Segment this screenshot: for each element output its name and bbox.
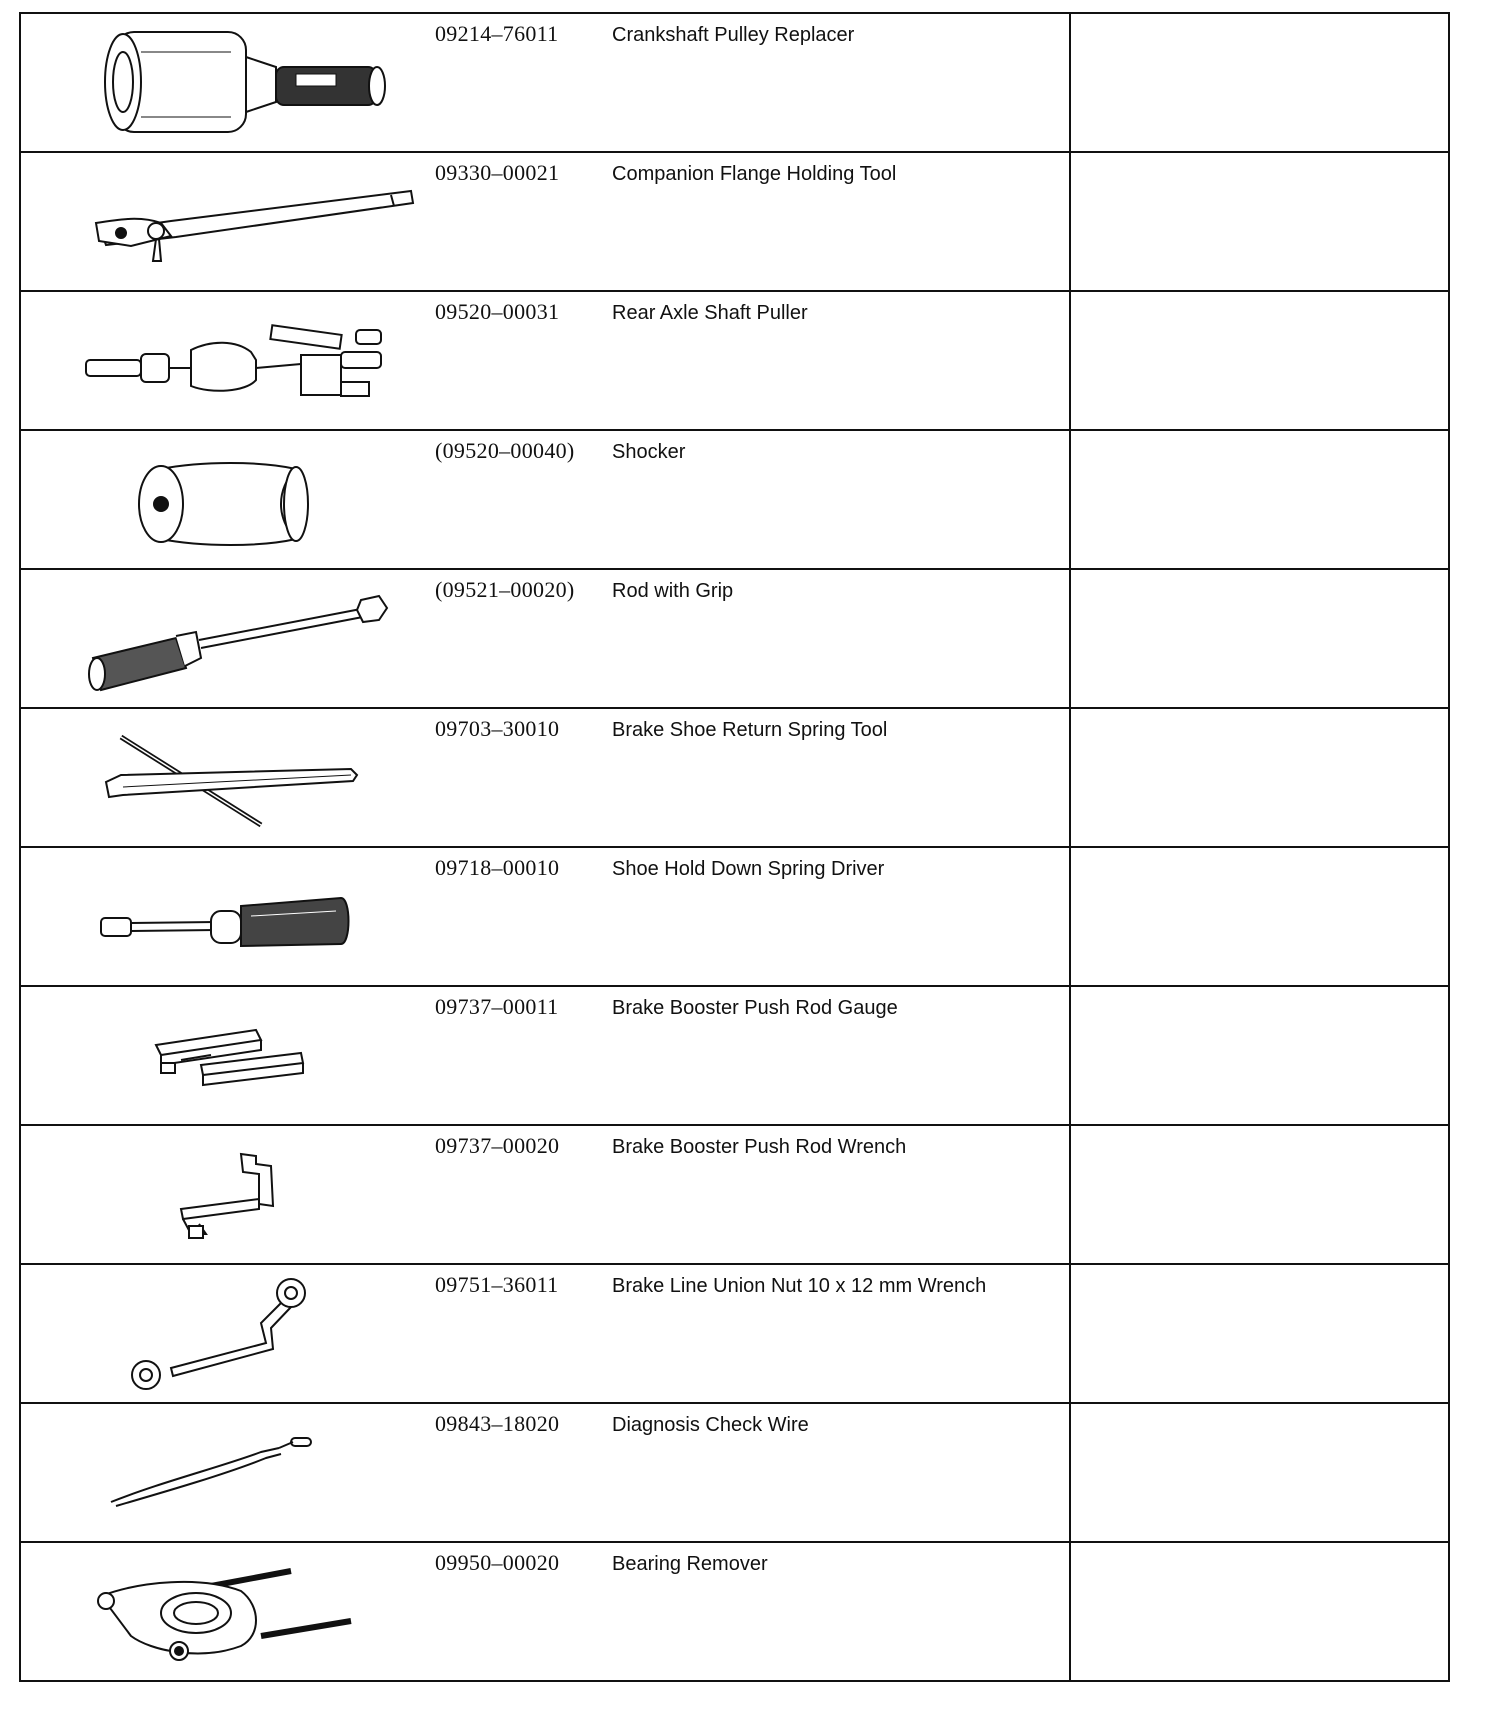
table-row [20,708,1449,847]
part-number: 09737–00020 [435,1133,560,1158]
tool-cell [20,1125,1070,1264]
tool-cell [20,1264,1070,1403]
notes-cell [1070,13,1449,152]
tool-name: Brake Line Union Nut 10 x 12 mm Wrench [612,1275,987,1297]
notes-cell [1070,152,1449,291]
table-row [20,1125,1449,1264]
part-number: 09703–30010 [435,716,560,741]
tool-cell [20,430,1070,569]
part-number: 09718–00010 [435,855,560,880]
spring-tool-icon [61,717,441,842]
shocker-icon [61,439,441,564]
table-row [20,430,1449,569]
part-number: 09751–36011 [435,1272,559,1297]
tool-name: Shoe Hold Down Spring Driver [612,858,885,880]
table-row [20,847,1449,986]
tool-cell [20,569,1070,708]
notes-cell [1070,986,1449,1125]
table-row [20,1403,1449,1542]
notes-cell [1070,569,1449,708]
tool-cell [20,291,1070,430]
table-row [20,986,1449,1125]
tool-name: Crankshaft Pulley Replacer [612,24,855,46]
part-number: (09521–00020) [435,577,575,602]
check-wire-icon [61,1412,441,1537]
bearing-remover-icon [61,1551,441,1676]
tool-name: Rod with Grip [612,580,734,602]
notes-cell [1070,708,1449,847]
pulley-replacer-icon [61,22,441,147]
part-number: 09520–00031 [435,299,560,324]
part-number: 09214–76011 [435,21,559,46]
part-number: 09737–00011 [435,994,559,1019]
part-number: (09520–00040) [435,438,575,463]
spring-driver-icon [61,856,441,981]
tool-name: Diagnosis Check Wire [612,1414,809,1436]
push-rod-gauge-icon [61,995,441,1120]
tool-name: Brake Booster Push Rod Wrench [612,1136,907,1158]
axle-shaft-puller-icon [61,300,441,425]
tool-name: Shocker [612,441,686,463]
flange-holding-tool-icon [61,161,441,286]
notes-cell [1070,430,1449,569]
tool-cell [20,13,1070,152]
tool-name: Bearing Remover [612,1553,768,1575]
tool-cell [20,847,1070,986]
notes-cell [1070,1125,1449,1264]
notes-cell [1070,291,1449,430]
union-nut-wrench-icon [61,1273,441,1398]
tool-name: Brake Booster Push Rod Gauge [612,997,898,1019]
notes-cell [1070,847,1449,986]
part-number: 09330–00021 [435,160,560,185]
push-rod-wrench-icon [61,1134,441,1259]
tool-cell [20,986,1070,1125]
table-row [20,291,1449,430]
table-row [20,1542,1449,1681]
tool-cell [20,152,1070,291]
special-tools-sheet [19,12,1448,1682]
part-number: 09950–00020 [435,1550,560,1575]
tool-cell [20,1542,1070,1681]
tool-name: Rear Axle Shaft Puller [612,302,808,324]
notes-cell [1070,1403,1449,1542]
notes-cell [1070,1542,1449,1681]
notes-cell [1070,1264,1449,1403]
table-row [20,1264,1449,1403]
part-number: 09843–18020 [435,1411,560,1436]
tool-name: Brake Shoe Return Spring Tool [612,719,888,741]
table-row [20,152,1449,291]
tool-cell [20,1403,1070,1542]
rod-with-grip-icon [61,578,441,703]
tool-name: Companion Flange Holding Tool [612,163,897,185]
table-row [20,13,1449,152]
special-tools-table [19,12,1450,1682]
table-row [20,569,1449,708]
tool-cell [20,708,1070,847]
